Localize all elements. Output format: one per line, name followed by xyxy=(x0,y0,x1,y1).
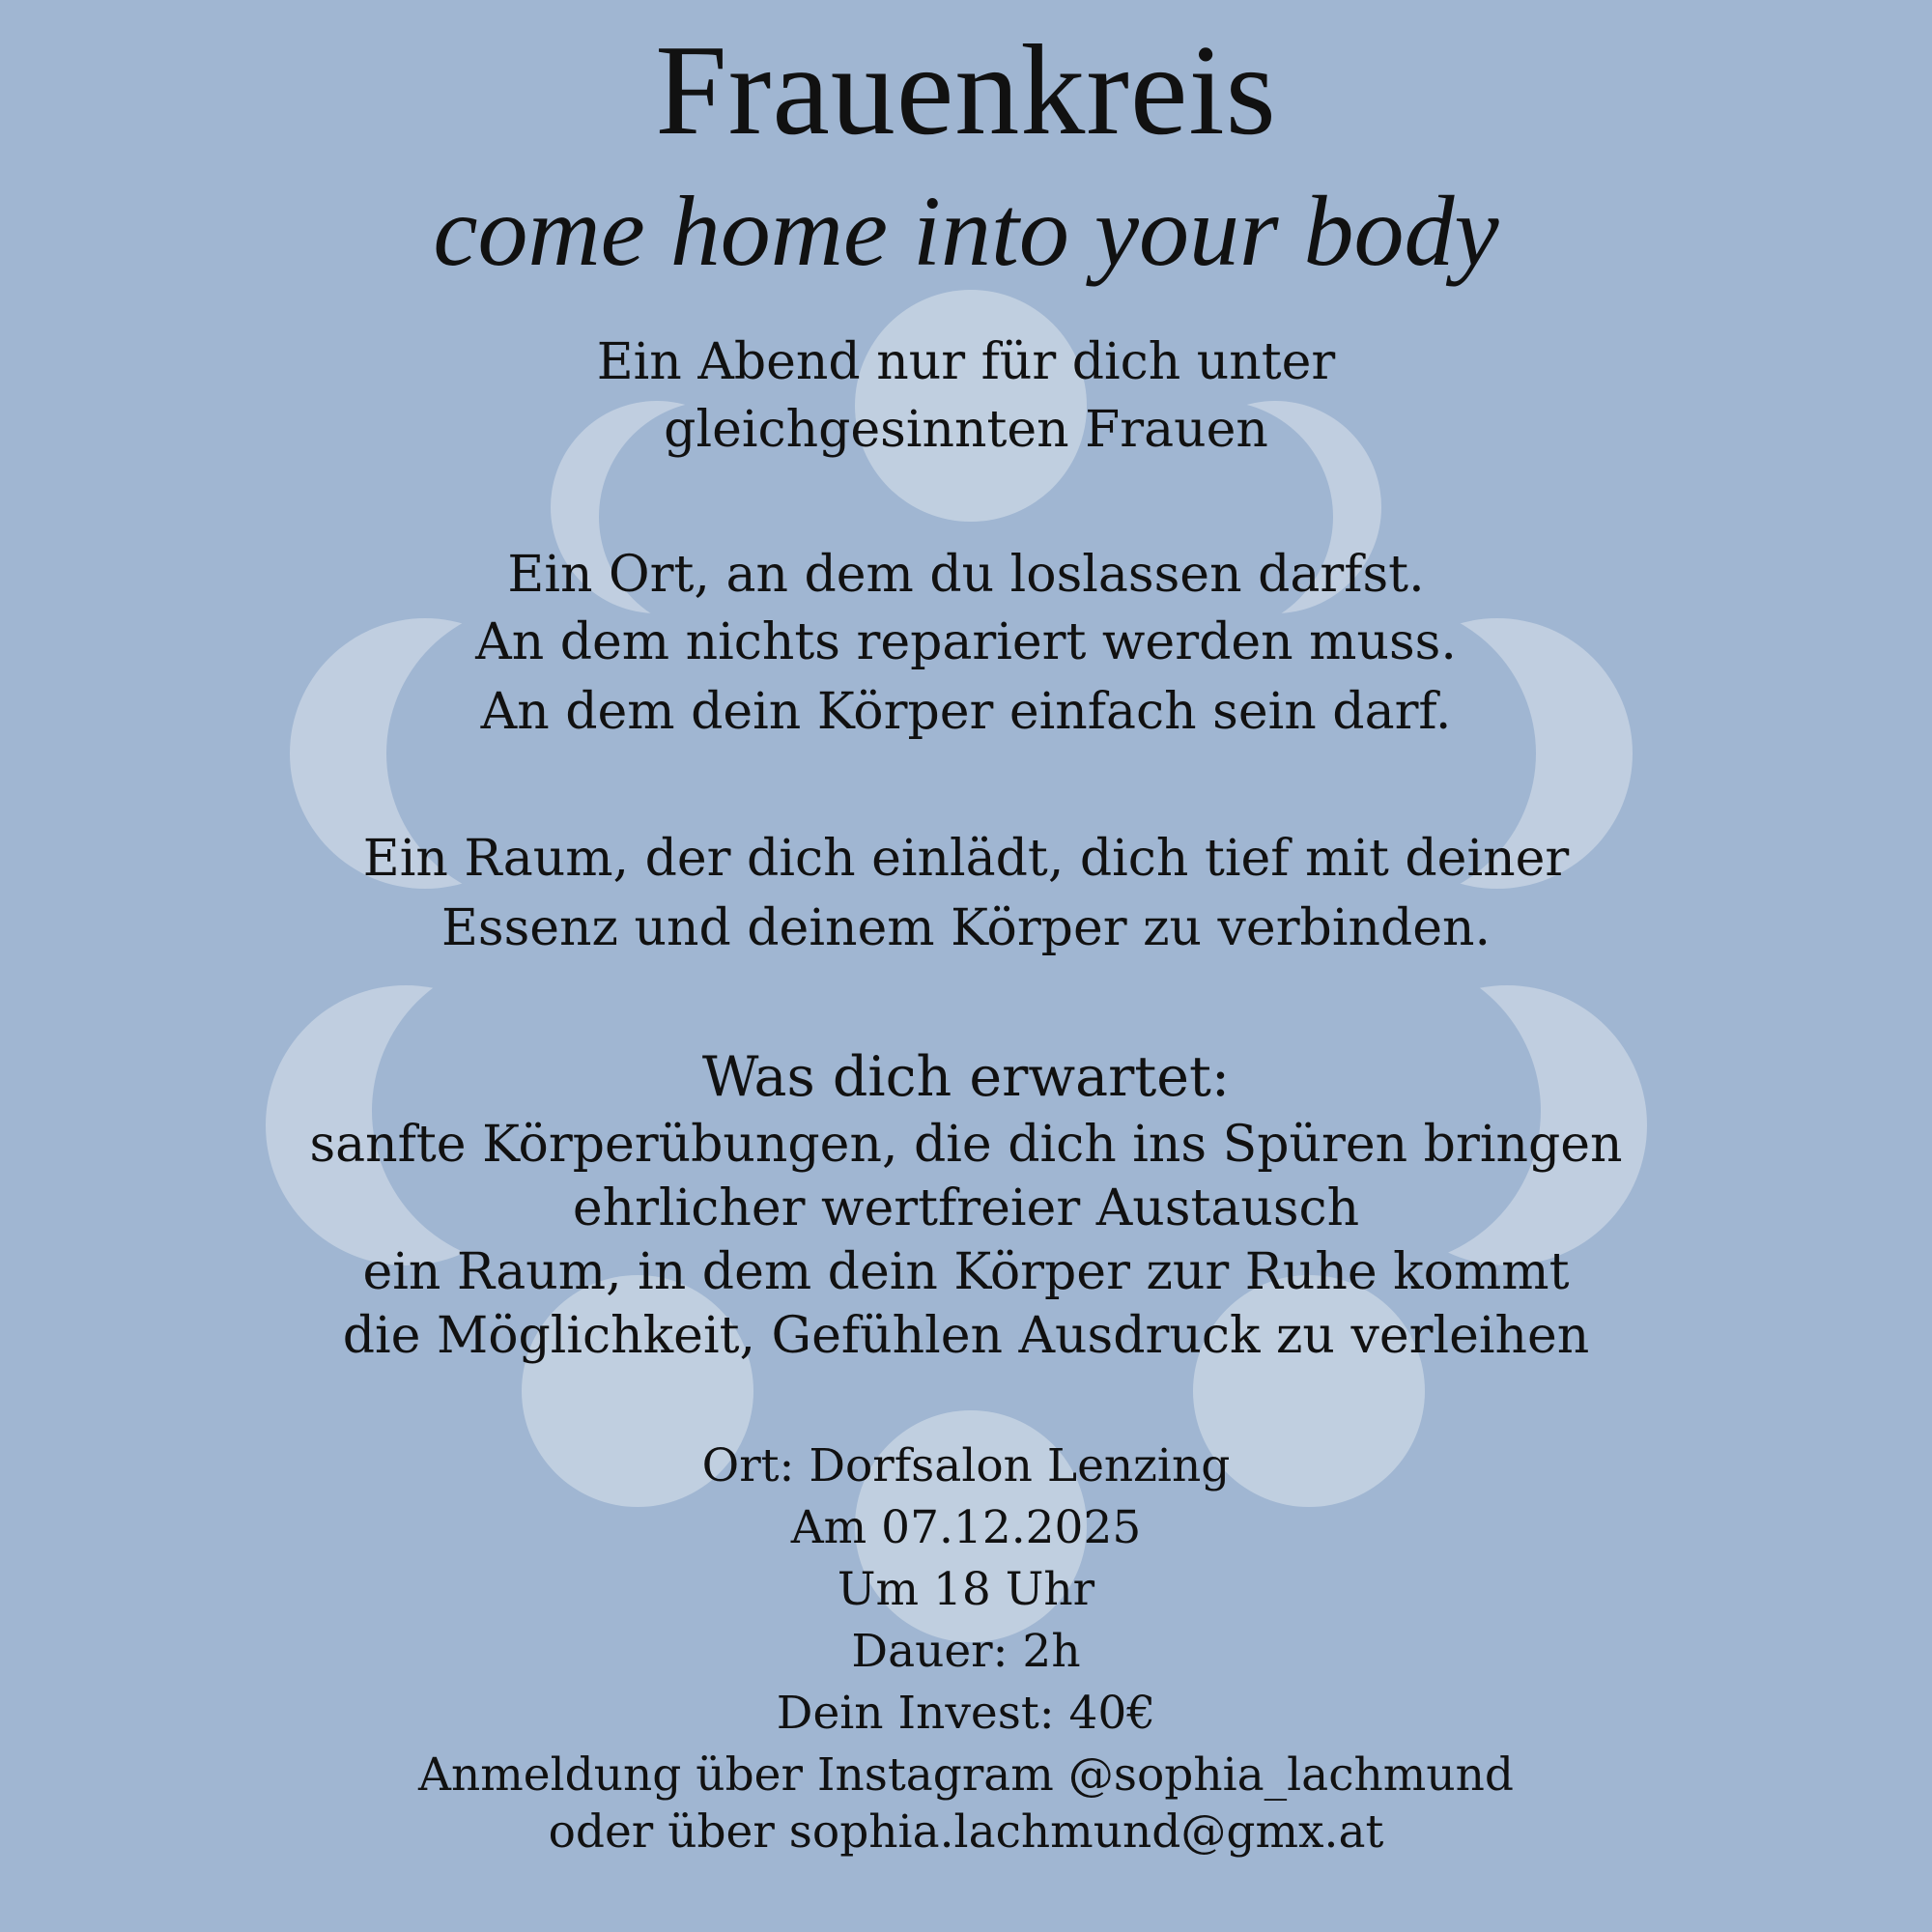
signup-email: oder über sophia.lachmund@gmx.at xyxy=(548,1805,1384,1859)
expect-item: ein Raum, in dem dein Körper zur Ruhe kommt xyxy=(362,1243,1570,1301)
expect-item: die Möglichkeit, Gefühlen Ausdruck zu verleihen xyxy=(342,1307,1590,1365)
event-duration: Dauer: 2h xyxy=(851,1625,1081,1678)
place-line-3: An dem dein Körper einfach sein darf. xyxy=(480,683,1452,741)
expect-heading: Was dich erwartet: xyxy=(701,1045,1231,1109)
event-date: Am 07.12.2025 xyxy=(790,1501,1142,1554)
space-line-1: Ein Raum, der dich einlädt, dich tief mit deiner xyxy=(362,830,1570,888)
event-location: Ort: Dorfsalon Lenzing xyxy=(701,1439,1231,1492)
space-line-2: Essenz und deinem Körper zu verbinden. xyxy=(440,899,1492,957)
intro-line-2: gleichgesinnten Frauen xyxy=(664,401,1268,459)
place-line-1: Ein Ort, an dem du loslassen darfst. xyxy=(507,546,1425,604)
expect-item: sanfte Körperübungen, die dich ins Spüren bringen xyxy=(309,1116,1623,1174)
page-title: Frauenkreis xyxy=(655,18,1277,161)
intro-line-1: Ein Abend nur für dich unter xyxy=(596,333,1336,391)
page-subtitle: come home into your body xyxy=(433,176,1499,287)
event-time: Um 18 Uhr xyxy=(837,1563,1095,1616)
signup-instagram: Anmeldung über Instagram @sophia_lachmund xyxy=(418,1748,1514,1802)
place-line-2: An dem nichts repariert werden muss. xyxy=(475,613,1457,671)
event-price: Dein Invest: 40€ xyxy=(776,1687,1156,1740)
expect-item: ehrlicher wertfreier Austausch xyxy=(572,1179,1360,1237)
